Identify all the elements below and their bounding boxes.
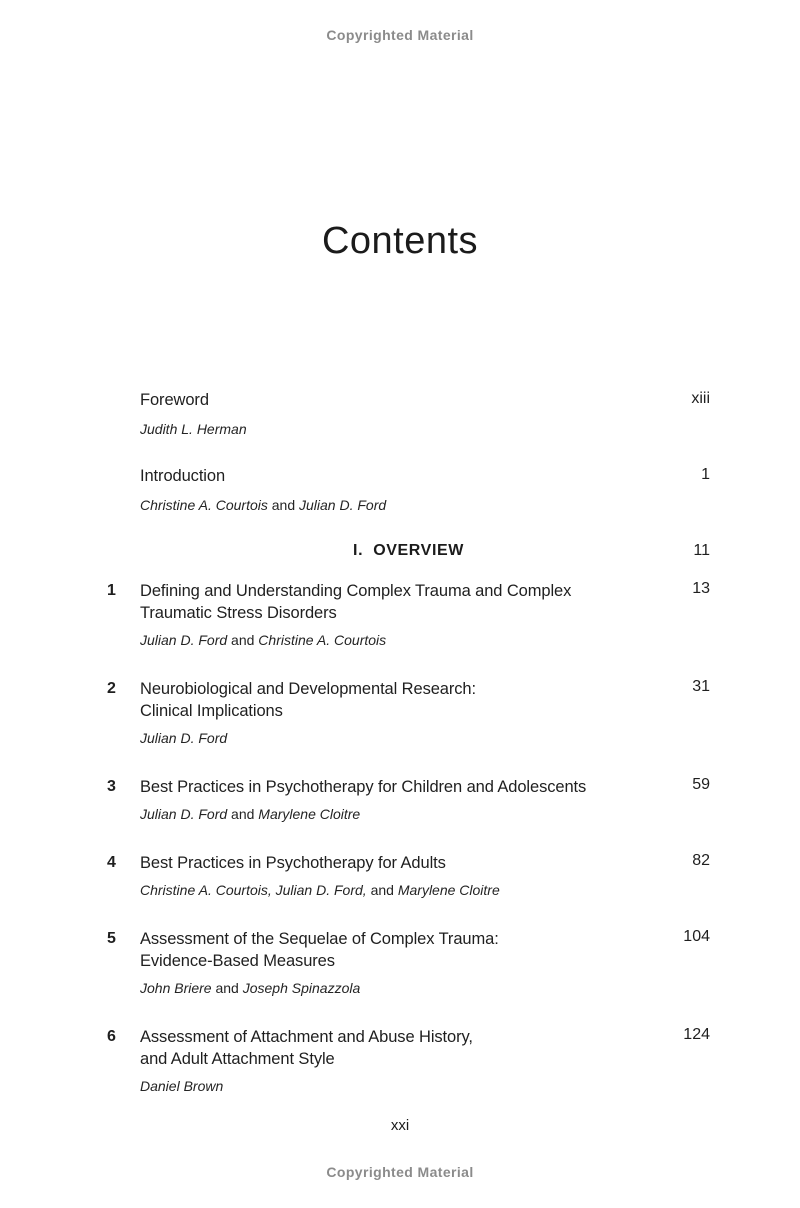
chapter-title xyxy=(140,678,678,722)
chapter-byline xyxy=(107,805,710,824)
chapter-page-number: 104 xyxy=(683,928,710,945)
author-name: Julian D. Ford xyxy=(140,806,228,822)
chapter-entry xyxy=(107,678,710,748)
chapter-list xyxy=(107,580,710,1096)
chapter-title-line: Neurobiological and Developmental Research: xyxy=(140,680,476,698)
section-heading-page: 11 xyxy=(693,542,710,559)
front-matter-entry xyxy=(107,390,710,439)
author-name: Daniel Brown xyxy=(140,1078,224,1094)
chapter-byline xyxy=(107,631,710,650)
page-title: Contents xyxy=(321,220,479,262)
author-name: Judith L. Herman xyxy=(140,421,247,437)
chapter-title-line: Traumatic Stress Disorders xyxy=(140,604,337,622)
table-of-contents xyxy=(107,390,710,1124)
entry-byline xyxy=(107,496,710,515)
author-name: Julian D. Ford xyxy=(299,497,387,513)
chapter-entry xyxy=(107,928,710,998)
entry-row xyxy=(107,390,710,411)
chapter-title-line: Evidence-Based Measures xyxy=(140,952,335,970)
chapter-title-line: Clinical Implications xyxy=(140,702,283,720)
entry-row xyxy=(107,928,710,972)
chapter-title-line: Best Practices in Psychotherapy for Adults xyxy=(140,854,446,872)
chapter-page-number: 124 xyxy=(683,1026,710,1043)
copyright-banner-bottom: Copyrighted Material xyxy=(326,1164,474,1180)
entry-title: Foreword xyxy=(140,391,209,409)
chapter-number: 2 xyxy=(107,680,116,697)
front-matter-entry xyxy=(107,466,710,515)
entry-row xyxy=(107,678,710,722)
entry-row xyxy=(107,1026,710,1070)
chapter-title xyxy=(140,1026,669,1070)
entry-row xyxy=(107,466,710,487)
chapter-number: 6 xyxy=(107,1028,116,1045)
byline-connector: and xyxy=(267,497,299,513)
entry-row xyxy=(107,852,710,874)
chapter-title xyxy=(140,580,678,624)
chapter-title xyxy=(140,776,678,798)
chapter-title xyxy=(140,852,678,874)
author-name: Christine A. Courtois xyxy=(258,632,387,648)
chapter-title-line: Best Practices in Psychotherapy for Children and Adolescents xyxy=(140,778,587,796)
author-name: Joseph Spinazzola xyxy=(242,980,361,996)
chapter-number: 1 xyxy=(107,582,116,599)
chapter-page-number: 82 xyxy=(692,852,710,869)
chapter-byline xyxy=(107,729,710,748)
chapter-entry xyxy=(107,1026,710,1096)
author-name: John Briere xyxy=(140,980,212,996)
byline-connector: and xyxy=(227,806,259,822)
chapter-byline xyxy=(107,979,710,998)
byline-connector: and xyxy=(227,632,259,648)
chapter-entry xyxy=(107,580,710,650)
author-name: Marylene Cloitre xyxy=(397,882,500,898)
chapter-entry xyxy=(107,776,710,824)
chapter-title-line: Assessment of the Sequelae of Complex Trauma: xyxy=(140,930,499,948)
chapter-number: 4 xyxy=(107,854,116,871)
entry-page-number: xiii xyxy=(691,390,710,407)
entry-page-number: 1 xyxy=(701,466,710,483)
chapter-title-line: Defining and Understanding Complex Trauma and Complex xyxy=(140,582,572,600)
chapter-page-number: 31 xyxy=(692,678,710,695)
author-name: Christine A. Courtois xyxy=(140,497,268,513)
front-matter-list xyxy=(107,390,710,515)
chapter-title-line: and Adult Attachment Style xyxy=(140,1050,335,1068)
chapter-number: 5 xyxy=(107,930,116,947)
chapter-title-line: Assessment of Attachment and Abuse History, xyxy=(140,1028,473,1046)
folio: xxi xyxy=(390,1117,410,1134)
author-name: Christine A. Courtois, Julian D. Ford, xyxy=(140,882,367,898)
chapter-entry xyxy=(107,852,710,900)
chapter-page-number: 59 xyxy=(692,776,710,793)
copyright-banner-top: Copyrighted Material xyxy=(326,27,474,43)
chapter-number: 3 xyxy=(107,778,116,795)
author-name: Julian D. Ford xyxy=(140,632,228,648)
chapter-page-number: 13 xyxy=(692,580,710,597)
section-heading-label: I. OVERVIEW xyxy=(353,542,464,559)
author-name: Julian D. Ford xyxy=(140,730,228,746)
entry-row xyxy=(107,580,710,624)
author-name: Marylene Cloitre xyxy=(258,806,361,822)
chapter-title xyxy=(140,928,669,972)
section-heading xyxy=(107,542,710,562)
entry-title: Introduction xyxy=(140,467,226,485)
chapter-byline xyxy=(107,1077,710,1096)
byline-connector: and xyxy=(366,882,398,898)
entry-row xyxy=(107,776,710,798)
entry-byline xyxy=(107,420,710,439)
chapter-byline xyxy=(107,881,710,900)
byline-connector: and xyxy=(211,980,243,996)
